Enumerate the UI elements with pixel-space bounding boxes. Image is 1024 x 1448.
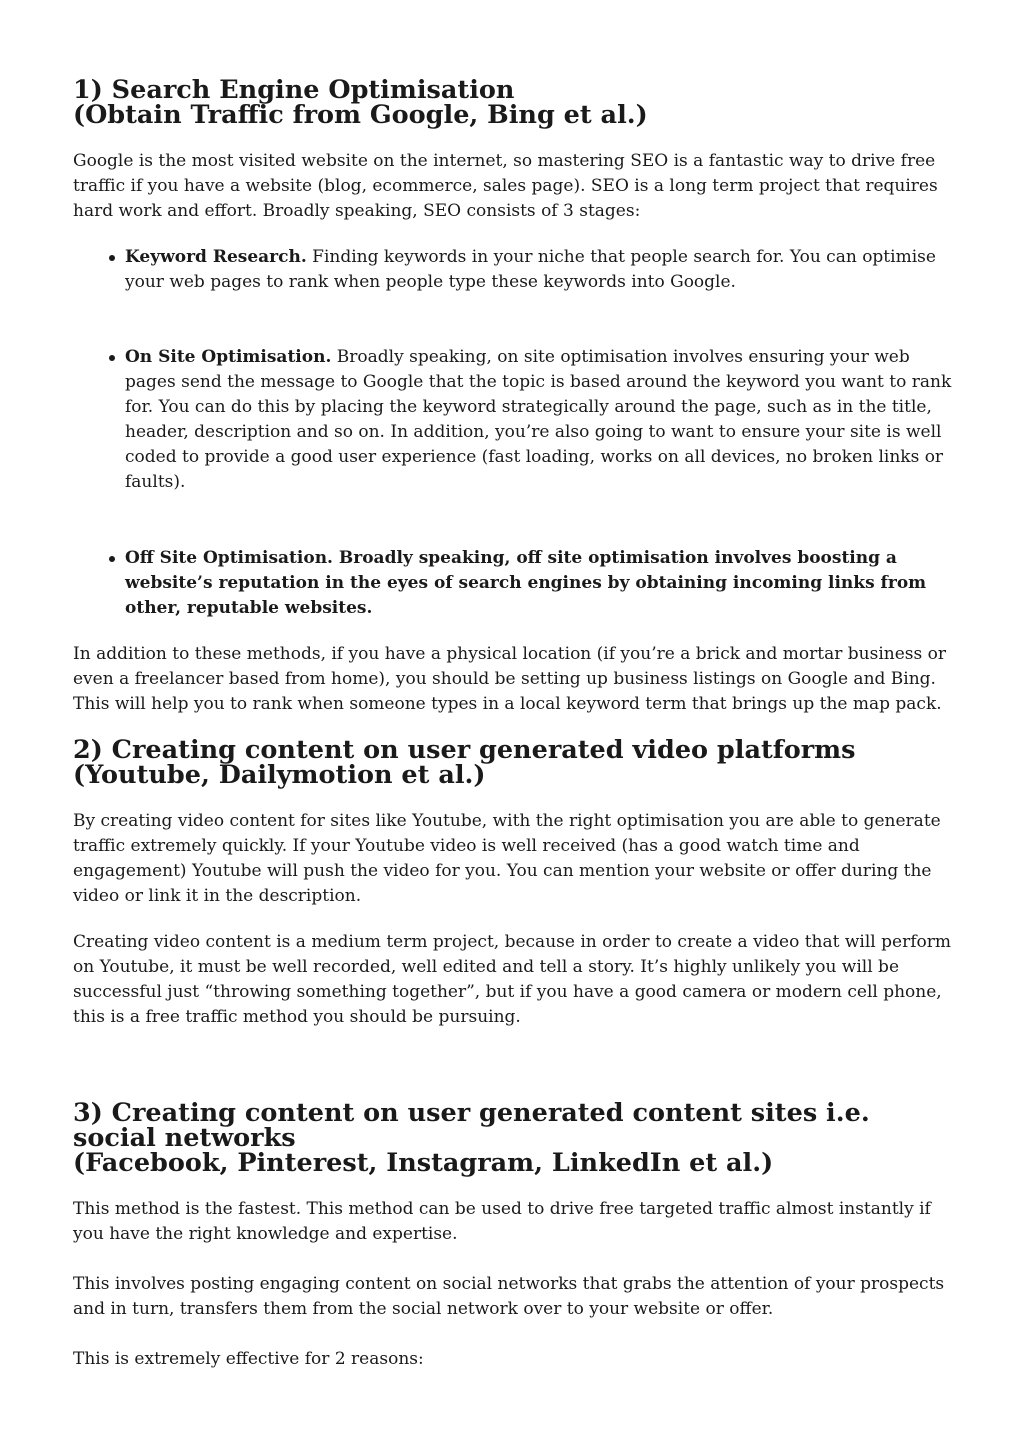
section-2-heading-line2: (Youtube, Dailymotion et al.) <box>73 760 486 790</box>
list-item-lead: On Site Optimisation. <box>125 347 332 367</box>
list-item-text: Broadly speaking, on site optimisation involves ensuring your web pages send the message to Google that the topic is based around the keyword you want to rank for. You can do this by placing the keyword strategically around the page, such as in the title, header, description and so on. In addition, you’re also going to want to ensure your site is well coded to provide a good user experience (fast loading, works on all devices, no broken links or faults). <box>125 347 952 492</box>
seo-stages-list-3 <box>73 546 953 621</box>
list-item-off-site-optimisation <box>125 546 953 621</box>
list-item-keyword-research <box>125 245 953 295</box>
section-1-heading <box>73 75 953 130</box>
seo-stages-list-2 <box>73 345 953 495</box>
list-item-text: Finding keywords in your niche that people search for. You can optimise your web pages to rank when people type these keywords into Google. <box>125 247 936 292</box>
section-3-paragraph-2: This involves posting engaging content on social networks that grabs the attention of your prospects and in turn, transfers them from the social network over to your website or offer. <box>73 1274 945 1319</box>
section-2-paragraph-2: Creating video content is a medium term project, because in order to create a video that will perform on Youtube, it must be well recorded, well edited and tell a story. It’s highly unlikely you will be successful just “throwing something together”, but if you have a good camera or modern cell phone, this is a free traffic method you should be pursuing. <box>73 932 951 1027</box>
list-item-on-site-optimisation <box>125 345 953 495</box>
section-2-heading <box>73 735 953 790</box>
section-1-outro: In addition to these methods, if you have a physical location (if you’re a brick and mortar business or even a freelancer based from home), you should be setting up business listings on Google and Bing. This will help you to rank when someone types in a local keyword term that brings up the map pack. <box>73 644 946 714</box>
section-3-paragraph-3: This is extremely effective for 2 reasons: <box>73 1349 424 1369</box>
list-item-lead: Keyword Research. <box>125 247 307 267</box>
article-body <box>73 75 953 1372</box>
list-item-lead: Off Site Optimisation. Broadly speaking, off site optimisation involves boosting a website’s reputation in the eyes of search engines by obtaining incoming links from other, reputable websites. <box>125 548 927 618</box>
section-3-heading-line1: 3) Creating content on user generated content sites i.e. social networks <box>73 1098 870 1153</box>
section-3-paragraph-1: This method is the fastest. This method can be used to drive free targeted traffic almost instantly if you have the right knowledge and expertise. <box>73 1199 931 1244</box>
section-1-heading-line2: (Obtain Traffic from Google, Bing et al.) <box>73 100 648 130</box>
section-3-heading-line2: (Facebook, Pinterest, Instagram, LinkedIn et al.) <box>73 1148 774 1178</box>
section-1-intro: Google is the most visited website on the internet, so mastering SEO is a fantastic way to drive free traffic if you have a website (blog, ecommerce, sales page). SEO is a long term project that requires hard work and effort. Broadly speaking, SEO consists of 3 stages: <box>73 151 938 221</box>
seo-stages-list <box>73 245 953 295</box>
section-2-heading-line1: 2) Creating content on user generated video platforms <box>73 735 856 765</box>
section-3-heading <box>73 1098 953 1178</box>
section-2-paragraph-1: By creating video content for sites like Youtube, with the right optimisation you are able to generate traffic extremely quickly. If your Youtube video is well received (has a good watch time and engagement) Youtube will push the video for you. You can mention your website or offer during the video or link it in the description. <box>73 811 941 906</box>
section-1-heading-line1: 1) Search Engine Optimisation <box>73 75 515 105</box>
